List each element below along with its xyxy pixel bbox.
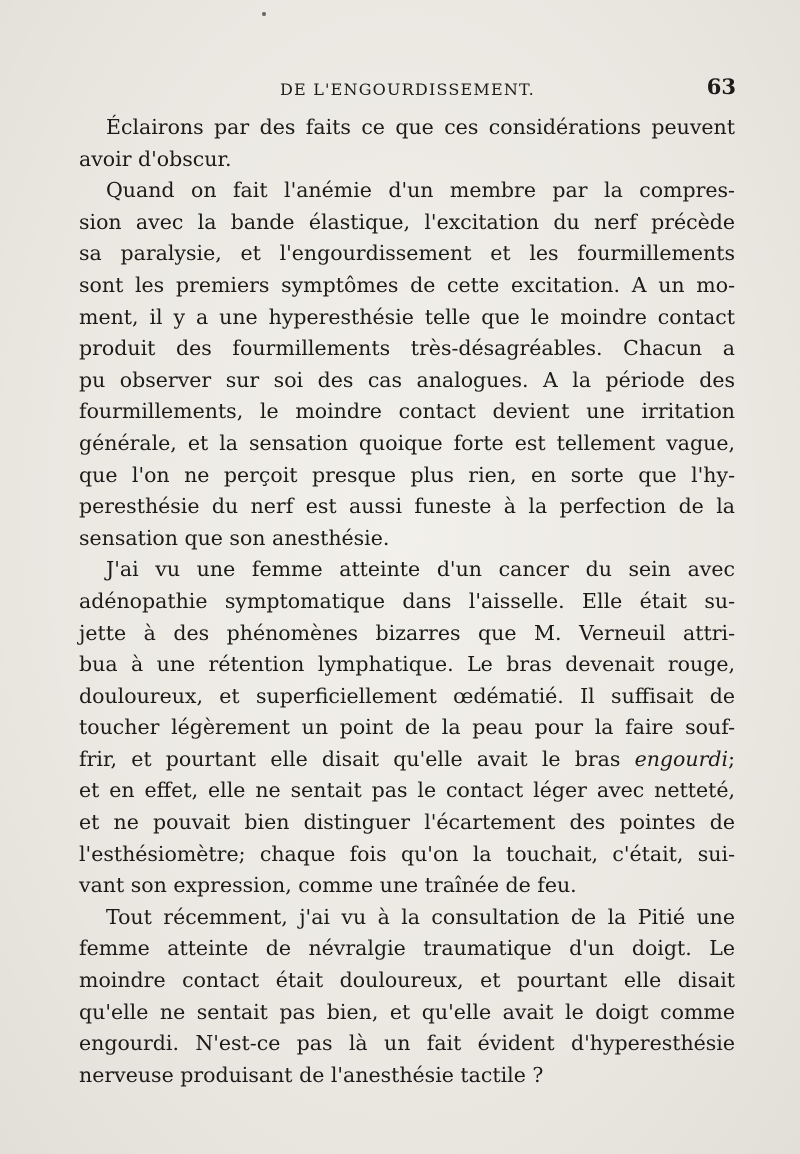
text-line-content: sont les premiers symptômes de cette excitation. A un mo- xyxy=(79,272,735,297)
text-line-content: pu observer sur soi des cas analogues. A la période des xyxy=(79,367,735,392)
text-line-content: femme atteinte de névralgie traumatique d'un doigt. Le xyxy=(79,936,735,961)
text-line-content: fourmillements, le moindre contact devient une irritation xyxy=(79,399,735,424)
text-line xyxy=(79,365,735,397)
text-line-content: nerveuse produisant de l'anesthésie tactile ? xyxy=(79,1062,544,1087)
text-line-content: sion avec la bande élastique, l'excitation du nerf précède xyxy=(79,209,735,234)
text-line xyxy=(79,396,735,428)
text-line-content: toucher légèrement un point de la peau pour la faire souf- xyxy=(79,715,735,740)
text-line-content: Quand on fait l'anémie d'un membre par la compres- xyxy=(106,178,735,203)
text-line-content: avoir d'obscur. xyxy=(79,146,232,171)
text-line xyxy=(79,1028,735,1060)
text-line xyxy=(79,144,735,176)
text-line xyxy=(79,428,735,460)
running-title: DE L'ENGOURDISSEMENT. xyxy=(280,80,535,99)
text-line xyxy=(79,744,735,776)
text-line-content: bua à une rétention lymphatique. Le bras devenait rouge, xyxy=(79,652,735,677)
text-line-content: et en effet, elle ne sentait pas le contact léger avec netteté, xyxy=(79,778,735,803)
text-line xyxy=(79,238,735,270)
text-line xyxy=(79,933,735,965)
body-text xyxy=(79,112,735,1091)
text-line-content: et ne pouvait bien distinguer l'écartement des pointes de xyxy=(79,810,735,835)
text-line xyxy=(79,839,735,871)
text-line-content: produit des fourmillements très-désagréables. Chacun a xyxy=(79,336,735,361)
text-line-content: ment, il y a une hyperesthésie telle que le moindre contact xyxy=(79,304,735,329)
text-line xyxy=(79,175,735,207)
text-line-content: frir, et pourtant elle disait qu'elle avait le bras xyxy=(79,746,635,771)
text-line xyxy=(79,333,735,365)
text-line xyxy=(79,586,735,618)
page-number: 63 xyxy=(706,74,736,99)
text-line-content: Tout récemment, j'ai vu à la consultation de la Pitié une xyxy=(106,904,735,929)
ink-speck xyxy=(262,12,266,16)
text-line-content: vant son expression, comme une traînée de feu. xyxy=(79,873,577,898)
trailing-punctuation: ; xyxy=(728,746,735,771)
text-line xyxy=(79,649,735,681)
text-line-content: sensation que son anesthésie. xyxy=(79,525,390,550)
text-line xyxy=(79,807,735,839)
text-line-content: engourdi. N'est-ce pas là un fait évident d'hyperesthésie xyxy=(79,1031,735,1056)
text-line xyxy=(79,775,735,807)
text-line xyxy=(79,554,735,586)
italic-word: engourdi xyxy=(634,746,729,771)
text-line xyxy=(79,870,735,902)
text-line-content: générale, et la sensation quoique forte est tellement vague, xyxy=(79,430,735,455)
text-line-content: jette à des phénomènes bizarres que M. Verneuil attri- xyxy=(79,620,735,645)
text-line xyxy=(79,460,735,492)
text-line xyxy=(79,965,735,997)
text-line xyxy=(79,270,735,302)
text-line xyxy=(79,618,735,650)
text-line xyxy=(79,681,735,713)
text-line-content: douloureux, et superficiellement œdématié. Il suffisait de xyxy=(79,683,735,708)
text-line xyxy=(79,997,735,1029)
text-line-content: moindre contact était douloureux, et pourtant elle disait xyxy=(79,968,735,993)
text-line-content: adénopathie symptomatique dans l'aisselle. Elle était su- xyxy=(79,588,735,613)
text-line-content: que l'on ne perçoit presque plus rien, en sorte que l'hy- xyxy=(79,462,735,487)
text-line-content: l'esthésiomètre; chaque fois qu'on la touchait, c'était, sui- xyxy=(79,841,735,866)
text-line-content: Éclairons par des faits ce que ces considérations peuvent xyxy=(106,115,735,139)
text-line xyxy=(79,712,735,744)
text-line-content: J'ai vu une femme atteinte d'un cancer du sein avec xyxy=(106,557,735,582)
text-line xyxy=(79,491,735,523)
text-line xyxy=(79,207,735,239)
page-header xyxy=(80,74,740,104)
text-line-content: peresthésie du nerf est aussi funeste à la perfection de la xyxy=(79,494,735,519)
text-line xyxy=(79,902,735,934)
text-line xyxy=(79,302,735,334)
text-line xyxy=(79,1060,735,1092)
text-line xyxy=(79,112,735,144)
text-line xyxy=(79,523,735,555)
text-line-content: sa paralysie, et l'engourdissement et les fourmillements xyxy=(79,241,735,266)
text-line-content: qu'elle ne sentait pas bien, et qu'elle avait le doigt comme xyxy=(79,999,735,1024)
